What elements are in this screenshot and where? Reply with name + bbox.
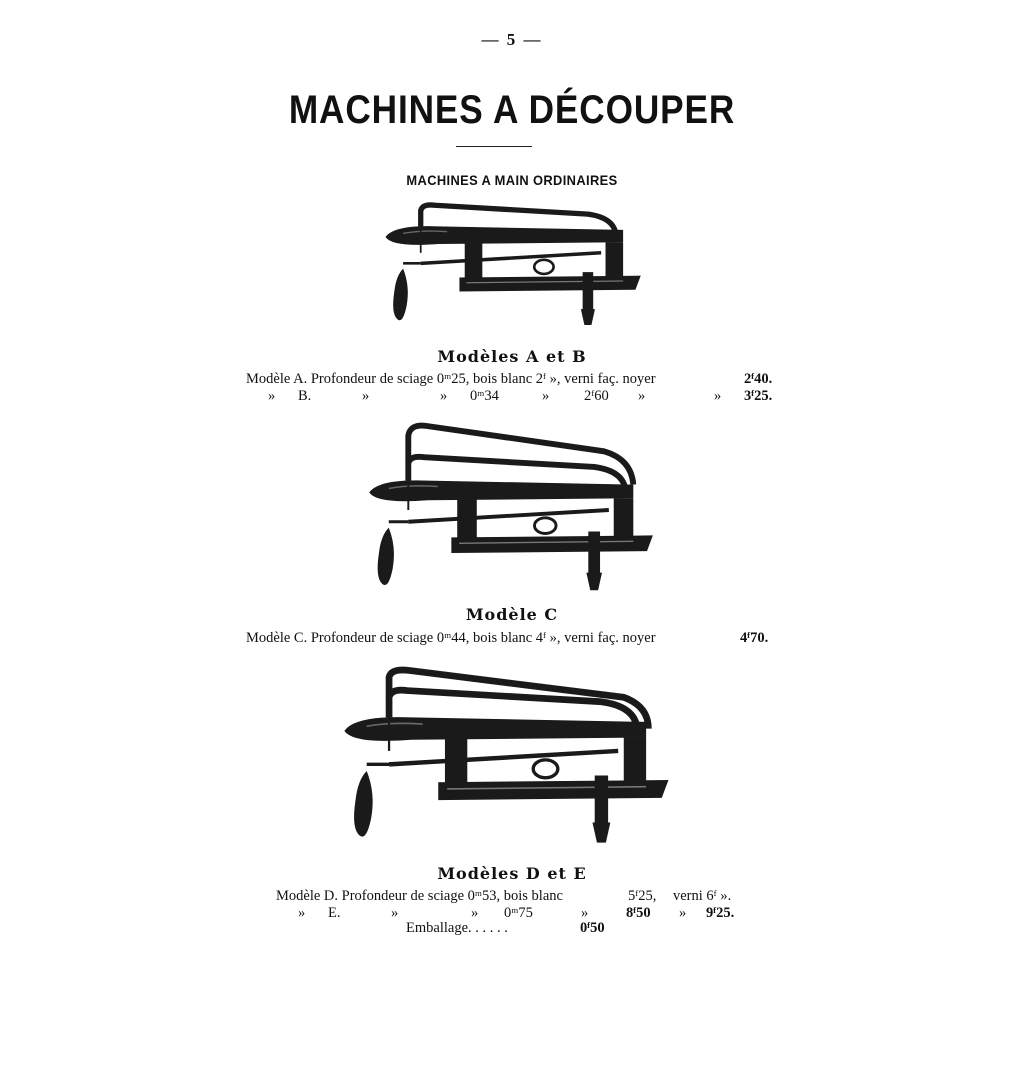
scroll-saw-illustration-de (340, 666, 684, 856)
row-price: 4ᶠ70. (740, 630, 769, 646)
row-label: Modèle A. Profondeur de sciage 0ᵐ25, bois blanc 2ᶠ », verni faç. noyer (246, 371, 656, 387)
row-label: Emballage. . . . . . (406, 920, 508, 936)
ditto-mark: » (679, 905, 687, 921)
ditto-mark: » (391, 905, 399, 921)
row-depth: 0ᵐ34 (470, 388, 499, 404)
row-plain-price: 5ᶠ25, (628, 888, 657, 904)
scroll-saw-illustration-ab (368, 200, 660, 332)
row-model: B. (298, 388, 312, 404)
price-row-packing (406, 920, 666, 971)
page-title: MACHINES A DÉCOUPER (288, 88, 736, 132)
row-depth: 0ᵐ75 (504, 905, 533, 921)
row-plain-price: 2ᶠ60 (584, 388, 609, 404)
row-varnish-price: verni 6ᶠ ». (673, 888, 732, 904)
ditto-mark: » (268, 388, 276, 404)
ditto-mark: » (298, 905, 306, 921)
row-price: 9ᶠ25. (706, 905, 735, 921)
row-label: Modèle C. Profondeur de sciage 0ᵐ44, bois blanc 4ᶠ », verni faç. noyer (246, 630, 656, 646)
ditto-mark: » (440, 388, 448, 404)
ditto-mark: » (362, 388, 370, 404)
row-label: Modèle D. Profondeur de sciage 0ᵐ53, bois blanc (276, 888, 563, 904)
ditto-mark: » (542, 388, 550, 404)
row-price: 3ᶠ25. (744, 388, 773, 404)
row-plain-price: 8ᶠ50 (626, 905, 651, 921)
ditto-mark: » (581, 905, 589, 921)
row-price: 0ᶠ50 (580, 920, 605, 936)
caption-model-c: Modèle C (465, 605, 559, 624)
caption-models-d-e: Modèles D et E (437, 864, 587, 883)
title-divider (456, 146, 532, 147)
scroll-saw-illustration-c (366, 420, 658, 600)
page-number: — 5 — (481, 30, 543, 49)
row-price: 2ᶠ40. (744, 371, 773, 387)
caption-models-a-b: Modèles A et B (437, 347, 587, 366)
ditto-mark: » (714, 388, 722, 404)
ditto-mark: » (471, 905, 479, 921)
ditto-mark: » (638, 388, 646, 404)
row-model: E. (328, 905, 341, 921)
section-subtitle: MACHINES A MAIN ORDINAIRES (406, 172, 618, 188)
